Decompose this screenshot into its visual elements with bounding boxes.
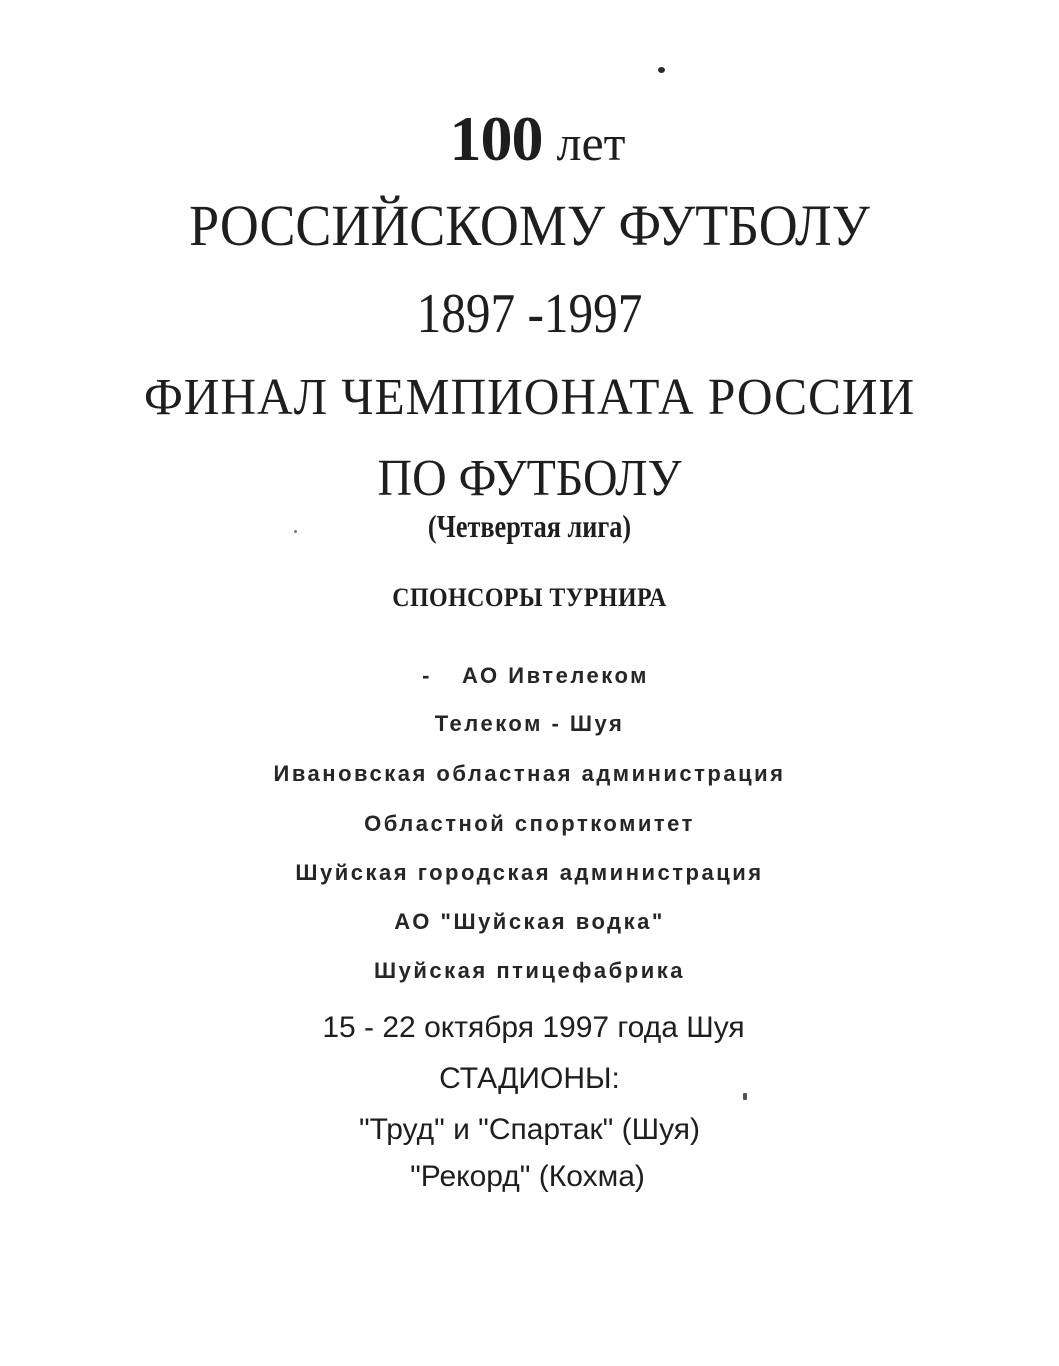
title-football: ПО ФУТБОЛУ: [377, 450, 682, 507]
stadium-line: "Рекорд" (Кохма): [410, 1160, 645, 1193]
title-championship-final: ФИНАЛ ЧЕМПИОНАТА РОССИИ: [143, 369, 916, 426]
sponsor-name: АО Ивтелеком: [461, 663, 649, 688]
sponsor-item: Шуйская птицефабрика: [374, 958, 685, 983]
title-word-years: лет: [556, 115, 626, 171]
sponsor-item: Ивановская областная администрация: [273, 761, 786, 786]
title-russian-football: РОССИЙСКОМУ ФУТБОЛУ: [189, 193, 870, 258]
sponsor-item: [6, 663, 1059, 689]
event-dates: 15 - 22 октября 1997 года Шуя: [322, 1011, 745, 1044]
title-centenary: [8, 102, 1059, 176]
bullet-dash: -: [422, 663, 432, 688]
stadiums-heading: СТАДИОНЫ:: [439, 1062, 620, 1095]
subtitle-league: (Четвертая лига): [427, 508, 632, 544]
title-number: 100: [449, 103, 543, 174]
sponsor-item: Областной спорткомитет: [364, 811, 695, 836]
title-year-range: 1897 -1997: [416, 283, 643, 345]
sponsor-item: АО "Шуйская водка": [394, 909, 665, 934]
sponsor-item: Шуйская городская администрация: [295, 860, 764, 885]
sponsor-item: Телеком - Шуя: [434, 711, 625, 736]
stadium-line: "Труд" и "Спартак" (Шуя): [358, 1113, 701, 1146]
sponsors-heading: СПОНСОРЫ ТУРНИРА: [392, 583, 667, 612]
scan-speck: [658, 67, 665, 73]
